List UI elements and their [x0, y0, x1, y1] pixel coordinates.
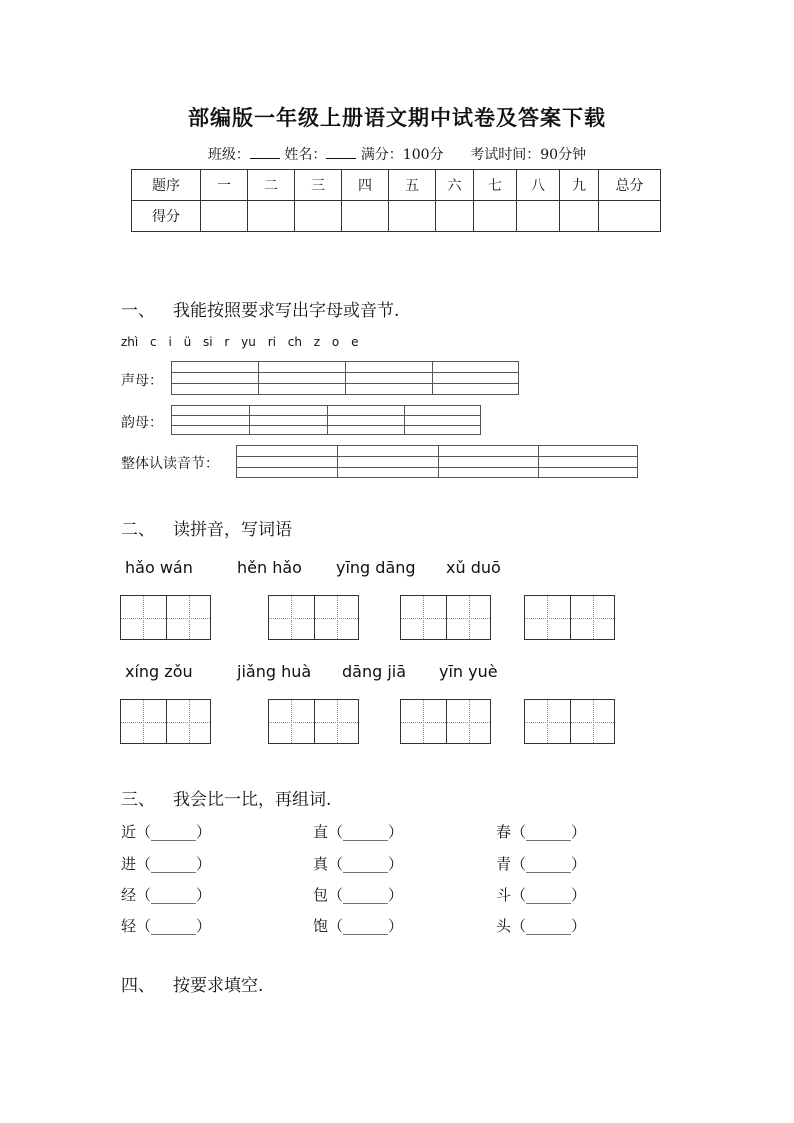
score-input-cell[interactable]	[599, 201, 661, 232]
answer-blank[interactable]: ______	[526, 886, 572, 904]
compare-item: 真（______）	[313, 855, 404, 873]
compare-item: 直（______）	[313, 823, 404, 841]
compare-char: 轻	[121, 917, 137, 935]
tianzige-box[interactable]	[524, 595, 615, 640]
pinyin-word: hěn hǎo	[237, 558, 302, 577]
table-cell: 五	[389, 170, 436, 201]
tianzige-box[interactable]	[524, 699, 615, 744]
score-table	[131, 169, 661, 232]
table-cell: 得分	[132, 201, 201, 232]
full-score: 满分：100分	[360, 147, 444, 163]
section-text: 我能按照要求写出字母或音节.	[173, 301, 400, 321]
answer-blank[interactable]: ______	[151, 917, 197, 935]
compare-char: 春	[496, 823, 512, 841]
yunmu-label: 韵母：	[121, 415, 163, 431]
zhengti-writing-lines[interactable]	[236, 445, 638, 478]
exam-time: 考试时间：90分钟	[470, 147, 587, 163]
compare-char: 饱	[313, 917, 329, 935]
yunmu-writing-lines[interactable]	[171, 405, 481, 435]
zhengti-label: 整体认读音节：	[121, 456, 219, 472]
answer-blank[interactable]: ______	[526, 917, 572, 935]
tianzige-box[interactable]	[268, 595, 359, 640]
score-input-cell[interactable]	[436, 201, 474, 232]
table-cell: 总分	[599, 170, 661, 201]
pinyin-word: yīn yuè	[439, 662, 498, 681]
pinyin-word: hǎo wán	[125, 558, 193, 577]
compare-char: 头	[496, 917, 512, 935]
class-label: 班级：	[207, 147, 250, 163]
compare-item: 头（______）	[496, 917, 587, 935]
pinyin-list: zhì c i ü si r yu ri ch z o e	[121, 335, 359, 349]
compare-char: 青	[496, 855, 512, 873]
score-input-cell[interactable]	[389, 201, 436, 232]
compare-char: 经	[121, 886, 137, 904]
section-1-heading	[121, 296, 399, 321]
score-input-cell[interactable]	[201, 201, 248, 232]
score-table-score-row	[132, 201, 661, 232]
section-number: 一、	[121, 301, 155, 321]
section-2-heading	[121, 515, 292, 540]
compare-item: 近（______）	[121, 823, 212, 841]
score-input-cell[interactable]	[342, 201, 389, 232]
section-text: 我会比一比，再组词.	[173, 790, 332, 810]
answer-blank[interactable]: ______	[343, 823, 389, 841]
compare-char: 直	[313, 823, 329, 841]
tianzige-box[interactable]	[120, 595, 211, 640]
score-input-cell[interactable]	[474, 201, 517, 232]
compare-item: 春（______）	[496, 823, 587, 841]
score-input-cell[interactable]	[560, 201, 599, 232]
score-table-header-row	[132, 170, 661, 201]
table-cell: 八	[517, 170, 560, 201]
compare-char: 斗	[496, 886, 512, 904]
answer-blank[interactable]: ______	[343, 855, 389, 873]
answer-blank[interactable]: ______	[526, 855, 572, 873]
tianzige-box[interactable]	[400, 595, 491, 640]
shengmu-label: 声母：	[121, 373, 163, 389]
tianzige-box[interactable]	[400, 699, 491, 744]
tianzige-box[interactable]	[120, 699, 211, 744]
table-cell: 四	[342, 170, 389, 201]
table-cell: 三	[295, 170, 342, 201]
compare-char: 包	[313, 886, 329, 904]
compare-char: 近	[121, 823, 137, 841]
section-4-heading	[121, 971, 263, 996]
score-input-cell[interactable]	[517, 201, 560, 232]
compare-item: 青（______）	[496, 855, 587, 873]
score-input-cell[interactable]	[248, 201, 295, 232]
compare-item: 斗（______）	[496, 886, 587, 904]
compare-item: 进（______）	[121, 855, 212, 873]
table-cell: 一	[201, 170, 248, 201]
table-cell: 二	[248, 170, 295, 201]
name-label: 姓名：	[284, 147, 327, 163]
compare-char: 进	[121, 855, 137, 873]
answer-blank[interactable]: ______	[151, 823, 197, 841]
answer-blank[interactable]: ______	[526, 823, 572, 841]
answer-blank[interactable]: ______	[343, 917, 389, 935]
pinyin-word: xíng zǒu	[125, 662, 193, 681]
pinyin-word: jiǎng huà	[237, 662, 312, 681]
pinyin-word: xǔ duō	[446, 558, 501, 577]
compare-item: 包（______）	[313, 886, 404, 904]
compare-item: 饱（______）	[313, 917, 404, 935]
compare-char: 真	[313, 855, 329, 873]
section-number: 三、	[121, 790, 155, 810]
tianzige-box[interactable]	[268, 699, 359, 744]
shengmu-writing-lines[interactable]	[171, 361, 519, 395]
section-number: 四、	[121, 976, 155, 996]
table-cell: 题序	[132, 170, 201, 201]
table-cell: 七	[474, 170, 517, 201]
section-text: 读拼音，写词语	[173, 520, 292, 540]
section-text: 按要求填空.	[173, 976, 264, 996]
pinyin-word: dāng jiā	[342, 662, 407, 681]
section-3-heading	[121, 785, 331, 810]
answer-blank[interactable]: ______	[343, 886, 389, 904]
answer-blank[interactable]: ______	[151, 855, 197, 873]
score-input-cell[interactable]	[295, 201, 342, 232]
table-cell: 六	[436, 170, 474, 201]
exam-info	[0, 144, 794, 164]
answer-blank[interactable]: ______	[151, 886, 197, 904]
section-number: 二、	[121, 520, 155, 540]
compare-item: 经（______）	[121, 886, 212, 904]
name-blank[interactable]	[326, 146, 356, 159]
class-blank[interactable]	[250, 146, 280, 159]
pinyin-word: yīng dāng	[336, 558, 416, 577]
compare-item: 轻（______）	[121, 917, 212, 935]
table-cell: 九	[560, 170, 599, 201]
page-title: 部编版一年级上册语文期中试卷及答案下载	[188, 105, 606, 130]
